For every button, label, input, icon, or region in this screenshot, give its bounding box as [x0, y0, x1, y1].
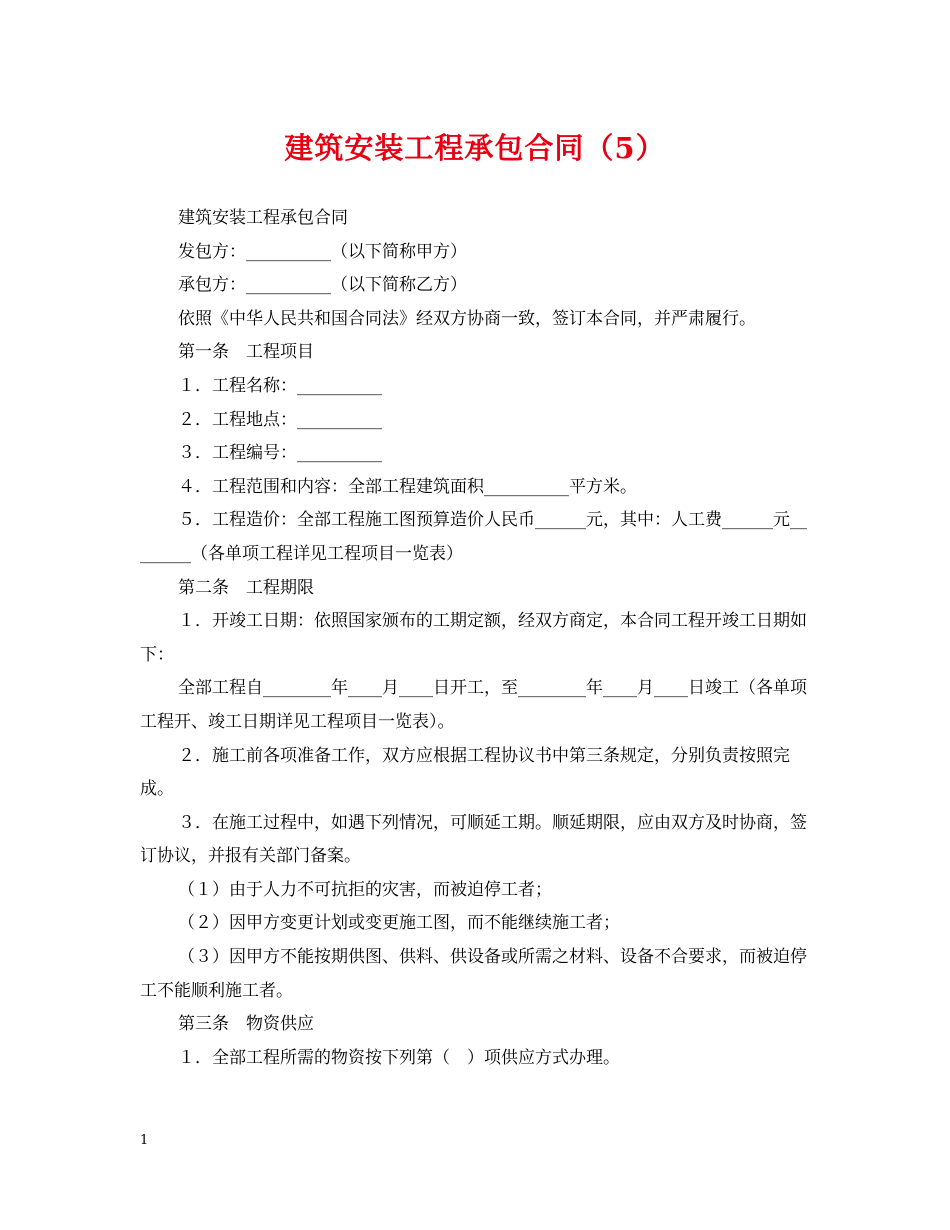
- paragraph-schedule: 全部工程自________年____月____日开工，至________年____月____日竣工（各单项工程开、竣工日期详见工程项目一览表）。: [140, 678, 807, 732]
- paragraph-contractor: 承包方：__________（以下简称乙方）: [178, 275, 467, 296]
- condition-force-majeure: （１）由于人力不可抗拒的灾害，而被迫停工者；: [178, 879, 552, 900]
- item-project-number: ３．工程编号：__________: [178, 443, 382, 464]
- page-number: 1: [140, 1133, 149, 1148]
- item-material-supply: １．全部工程所需的物资按下列第（ ）项供应方式办理。: [178, 1047, 620, 1068]
- paragraph-employer: 发包方：__________（以下简称甲方）: [178, 241, 467, 262]
- item-extension-conditions: ３．在施工过程中，如遇下列情况，可顺延工期。顺延期限，应由双方及时协商，签订协议，并报有关部门备案。: [140, 812, 807, 867]
- item-project-scope: ４．工程范围和内容：全部工程建筑面积__________平方米。: [178, 476, 637, 497]
- item-preparation-work: ２．施工前各项准备工作，双方应根据工程协议书中第三条规定，分别负责按照完成。: [140, 745, 790, 800]
- paragraph-contract-name: 建筑安装工程承包合同: [178, 208, 348, 228]
- document-body: [140, 202, 812, 1075]
- article-2-heading: 第二条 工程期限: [178, 577, 314, 598]
- paragraph-basis: 依照《中华人民共和国合同法》经双方协商一致，签订本合同，并严肃履行。: [178, 308, 756, 329]
- item-project-cost: ５．工程造价：全部工程施工图预算造价人民币______元，其中：人工费______元________（各单项工程详见工程项目一览表）: [140, 510, 807, 564]
- item-project-location: ２．工程地点：__________: [178, 409, 382, 430]
- item-start-end-dates: １．开竣工日期：依照国家颁布的工期定额，经双方商定，本合同工程开竣工日期如下：: [140, 611, 807, 665]
- item-project-name: １．工程名称：__________: [178, 375, 382, 396]
- article-1-heading: 第一条 工程项目: [178, 342, 314, 363]
- document-title: 建筑安装工程承包合同（5）: [284, 131, 666, 165]
- condition-supply-delay: （３）因甲方不能按期供图、供料、供设备或所需之材料、设备不合要求，而被迫停工不能顺利施工者。: [140, 947, 807, 1001]
- article-3-heading: 第三条 物资供应: [178, 1014, 314, 1035]
- condition-plan-change: （２）因甲方变更计划或变更施工图，而不能继续施工者；: [178, 913, 620, 934]
